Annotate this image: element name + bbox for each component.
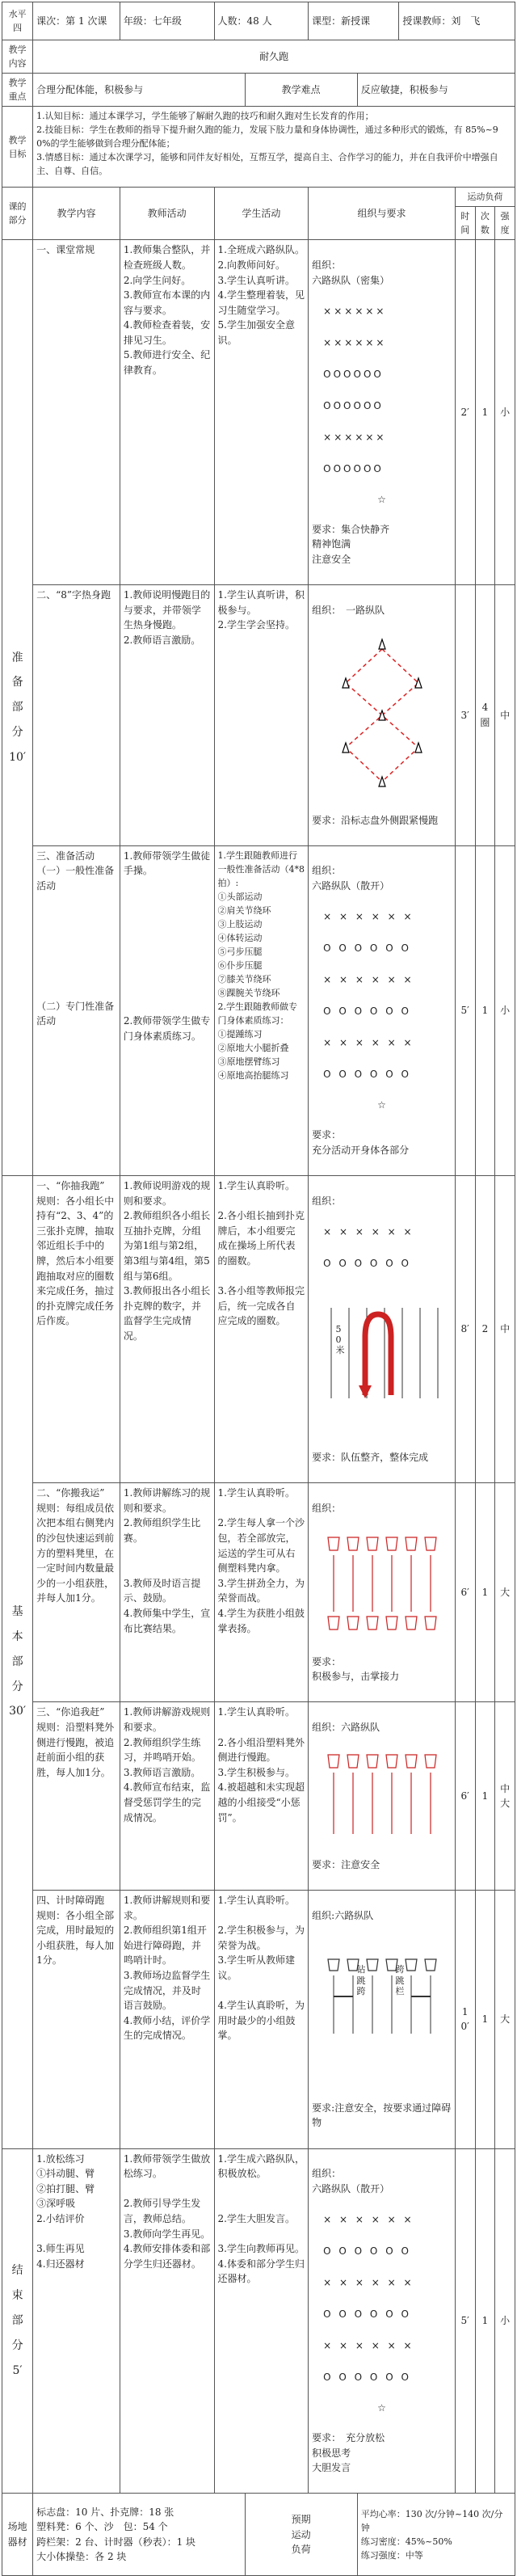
row-time: 5′ — [455, 2148, 475, 2494]
teacher-name: 授课教师：刘 飞 — [399, 2, 515, 40]
part-prep: 准 备 部 分 10′ — [2, 240, 33, 1176]
teacher-star-icon: ☆ — [377, 2401, 386, 2414]
formation-line: × × × × × × — [323, 974, 414, 986]
row-intensity: 中 — [495, 1175, 515, 1482]
org-requirement: 要求： 充分放松 积极思考 大胆发言 — [312, 2432, 385, 2474]
row-times: 4圈 — [475, 585, 495, 846]
row-student: 1.全班成六路纵队。 2.向教师问好。 3.学生认真听讲。 4.学生整理着装，见习生随堂学习。 5.学生加强安全意识。 — [214, 240, 309, 585]
org-title: 组织:六路纵队 — [312, 1909, 374, 1921]
column-header-row-1 — [2, 188, 515, 207]
row-content: 四、计时障碍跑 规则：各小组全部完成，用时最短的小组获胜，每人加1分。 — [33, 1891, 120, 2149]
org-title: 组织： — [312, 1502, 342, 1514]
formation-line: O O O O O O — [323, 2308, 411, 2320]
row-student: 1.学生成六路纵队，积极放松。 2.学生大胆发言。 3.学生向教师再见。 4.体委和部分学生归还器材。 — [214, 2148, 309, 2494]
col-org: 组织与要求 — [309, 188, 456, 240]
org-requirement: 要求：集合快静齐 精神饱满 注意安全 — [312, 523, 390, 565]
row-content: 三、“你追我赶” 规则：沿塑料凳外侧进行慢跑，被追赶前面小组的获胜，每人加1分。 — [33, 1702, 120, 1891]
row-teacher: 1.教师带领学生做徒手操。 2.教师带领学生做专门身体素质练习。 — [120, 845, 214, 1175]
row-time: 6′ — [455, 1483, 475, 1702]
formation-line: ×××××× — [323, 431, 387, 443]
row-intensity: 中 大 — [495, 1702, 515, 1891]
load-text: 平均心率：130 次/分钟~140 次/分钟 练习密度：45%~50% 练习强度：中等 — [357, 2494, 515, 2576]
col-intensity: 强度 — [495, 207, 515, 240]
lesson-type: 课型：新授课 — [309, 2, 399, 40]
row-time: 5′ — [455, 845, 475, 1175]
level-label: 水平四 — [2, 2, 33, 40]
obstacle-course-diagram — [322, 1956, 443, 2037]
table-row — [2, 1702, 515, 1891]
content-row — [2, 40, 515, 74]
part-main: 基 本 部 分 30′ — [2, 1175, 33, 2148]
row-student: 1.学生跟随教师进行一般性准备活动（4*8拍）: ①头部运动 ②肩关节绕环 ③上肢运动 ④体转运动 ⑤弓步压腿 ⑥仆步压腿 ⑦膝关节绕环 ⑧踝腕关节绕环 2.学生跟随教师做专门身体素质练习： ①提踵练习 ②原地大小腿折叠 ③原地摆臂练习 ④原地高抬腿练习 — [214, 845, 309, 1175]
org-title: 组织： 一路纵队 — [312, 604, 385, 616]
row-intensity: 中 — [495, 585, 515, 846]
org-requirement: 要求:注意安全，按要求通过障碍物 — [312, 2102, 452, 2129]
footer-row — [2, 2494, 515, 2576]
row-student: 1.学生认真聆听。 2.学生每人拿一个沙包，若全部放完，运送的学生可从右侧塑料凳内拿。 3.学生拼劲全力，为荣誉而战。 4.学生为获胜小组鼓掌表扬。 — [214, 1483, 309, 1702]
table-row — [2, 1891, 515, 2149]
col-load: 运动负荷 — [455, 188, 515, 207]
row-times: 2 — [475, 1175, 495, 1482]
row-organization — [309, 2148, 456, 2494]
row-student: 1.学生认真听讲，积极参与。 2.学生学会坚持。 — [214, 585, 309, 846]
row-times: 1 — [475, 845, 495, 1175]
formation-line: O O O O O O — [323, 2371, 411, 2383]
formation-line: × × × × × × — [323, 2276, 414, 2288]
student-count: 人数：48 人 — [214, 2, 309, 40]
org-requirement: 要求： 积极参与，击掌接力 — [312, 1655, 400, 1683]
table-row — [2, 585, 515, 846]
col-part: 课的部分 — [2, 188, 33, 240]
row-content: 一、“你抽我跑” 规则：各小组长中持有“2、3、4”的三张扑克牌，抽取邻近组长手中的牌，然后本小组要跑抽取对应的圈数来完成任务，抽过的扑克牌完成任务后作废。 — [33, 1175, 120, 1482]
lesson-plan-table — [2, 2, 515, 2576]
content-label: 教学内容 — [2, 40, 33, 74]
row-organization — [309, 1891, 456, 2149]
row-content: 1.放松练习 ①抖动腿、臂 ②拍打腿、臂 ③深呼吸 2.小结评价 3.师生再见 4.归还器材 — [33, 2148, 120, 2494]
row-time: 2′ — [455, 240, 475, 585]
formation-line: × × × × × × — [323, 911, 414, 923]
lesson-number: 课次：第 1 次课 — [33, 2, 120, 40]
row-teacher: 1.教师说明游戏的规则和要求。 2.教师组织各小组长互抽扑克牌，分组为第1组与第2组，第3组与第4组，第5组与第6组。 3.教师报出各小组长扑克牌的数字，并监督学生完成情况。 — [120, 1175, 214, 1482]
distance-label: 50米 — [335, 1323, 345, 1356]
col-student: 学生活动 — [214, 188, 309, 240]
figure-eight-route-diagram — [322, 635, 443, 796]
row-intensity: 大 — [495, 1891, 515, 2149]
row-student: 1.学生认真聆听。 2.各小组长抽到扑克牌后，本小组要完成在操场上所代表的圈数。 3.各小组等教师报完后，统一完成各自应完成的圈数。 — [214, 1175, 309, 1482]
table-row — [2, 2148, 515, 2494]
row-teacher: 1.教师讲解游戏规则和要求。 2.教师组织学生练习，并鸣哨开始。 3.教师语言激励。 4.教师宣布结束，监督受惩罚学生的完成情况。 — [120, 1702, 214, 1891]
col-times: 次数 — [475, 207, 495, 240]
org-requirement: 要求： 充分活动开身体各部分 — [312, 1129, 410, 1156]
row-time: 6′ — [455, 1702, 475, 1891]
formation-line: O O O O O O — [323, 1006, 411, 1018]
formation-line: × × × × × × — [323, 1037, 414, 1049]
col-teacher: 教师活动 — [120, 188, 214, 240]
difficulty-label: 教学难点 — [245, 74, 357, 107]
key-points-label: 教学重点 — [2, 74, 33, 107]
obstacle-label-right: 跨跳栏 — [395, 1963, 405, 1997]
formation-line: O O O O O O — [323, 942, 411, 955]
objectives-row — [2, 107, 515, 188]
org-requirement: 要求：队伍整齐，整体完成 — [312, 1452, 429, 1464]
row-times: 1 — [475, 240, 495, 585]
relay-carry-diagram — [322, 1533, 443, 1638]
row-organization — [309, 1175, 456, 1482]
row-teacher: 1.教师说明慢跑目的与要求，并带领学生热身慢跑。 2.教师语言激励。 — [120, 585, 214, 846]
formation-line: × × × × × × — [323, 1225, 414, 1237]
row-time: 3′ — [455, 585, 475, 846]
row-time: 8′ — [455, 1175, 475, 1482]
org-title: 组织： 六路纵队（密集） — [312, 259, 390, 286]
load-label: 预期 运动 负荷 — [245, 2494, 357, 2576]
org-requirement: 要求：沿标志盘外侧跟紧慢跑 — [312, 814, 439, 826]
table-row — [2, 845, 515, 1175]
org-title: 组织： — [312, 1195, 342, 1207]
grade: 年级：七年级 — [120, 2, 214, 40]
row-intensity: 小 — [495, 240, 515, 585]
teacher-star-icon: ☆ — [377, 493, 386, 505]
table-row — [2, 1175, 515, 1482]
row-organization — [309, 240, 456, 585]
formation-line: OOOOOO — [323, 462, 384, 474]
obstacle-label-left: 钻跳跨 — [356, 1963, 366, 1997]
row-times: 1 — [475, 1702, 495, 1891]
row-times: 1 — [475, 2148, 495, 2494]
key-points-row — [2, 74, 515, 107]
row-teacher: 1.教师讲解练习的规则和要求。 2.教师组织学生比赛。 3.教师及时语言提示、鼓励。 4.教师集中学生，宣布比赛结果。 — [120, 1483, 214, 1702]
row-teacher: 1.教师带领学生做放松练习。 2.教师引导学生发言，教师总结。 3.教师向学生再见。 4.教师安排体委和部分学生归还器材。 — [120, 2148, 214, 2494]
header-row — [2, 2, 515, 40]
formation-line: ×××××× — [323, 336, 387, 348]
row-content: 一、课堂常规 — [33, 240, 120, 585]
row-content: 三、准备活动 （一）一般性准备活动 （二）专门性准备活动 — [33, 845, 120, 1175]
row-content: 二、“你搬我运” 规则：每组成员依次把本组右侧凳内的沙包快速运到前方的塑料凳里，在一定时间内数量最少的一小组获胜，并每人加1分。 — [33, 1483, 120, 1702]
org-requirement: 要求：注意安全 — [312, 1858, 380, 1870]
formation-line: OOOOOO — [323, 399, 384, 411]
teacher-star-icon: ☆ — [377, 1099, 386, 1111]
formation-line: O O O O O O — [323, 1069, 411, 1081]
table-row — [2, 240, 515, 585]
col-content: 教学内容 — [33, 188, 120, 240]
chase-run-diagram — [322, 1752, 443, 1840]
row-organization — [309, 585, 456, 846]
formation-line: O O O O O O — [323, 2245, 411, 2257]
row-intensity: 小 — [495, 2148, 515, 2494]
table-row — [2, 1483, 515, 1702]
key-points-value: 合理分配体能，积极参与 — [33, 74, 246, 107]
row-intensity: 大 — [495, 1483, 515, 1702]
content-value: 耐久跑 — [33, 40, 515, 74]
org-title: 组织：六路纵队 — [312, 1722, 380, 1734]
row-organization — [309, 1702, 456, 1891]
difficulty-value: 反应敏捷，积极参与 — [357, 74, 515, 107]
formation-line: ×××××× — [323, 305, 387, 317]
org-title: 组织： 六路纵队（散开） — [312, 2168, 390, 2194]
row-teacher: 1.教师集合整队，并检查班级人数。 2.向学生问好。 3.教师宣布本课的内容与要求。 4.教师检查着装，安排见习生。 5.教师进行安全、纪律教育。 — [120, 240, 214, 585]
objectives-text: 1.认知目标：通过本课学习，学生能够了解耐久跑的技巧和耐久跑对生长发育的作用； 2.技能目标：学生在教师的指导下提升耐久跑的能力，发展下肢力量和身体协调性，通过多种形式的锻炼，有 85%~90%的学生能够做到合理分配体能； 3.情感目标：通过本次课学习，能够和同伴友好相处，互帮互学，提高自主、合作学习的能力，并在自我评价中增强自主、自尊、自信。 — [33, 107, 515, 188]
part-end: 结 束 部 分 5′ — [2, 2148, 33, 2494]
row-time: 10′ — [455, 1891, 475, 2149]
venue-text: 标志盘：10 片、扑克牌：18 张 塑料凳：6 个、沙 包：54 个 跨栏架：2 台、计时器（秒表）：1 块 大小体操垫：各 2 块 — [33, 2494, 246, 2576]
row-teacher: 1.教师讲解规则和要求。 2.教师组织第1组开始进行障碍跑，并鸣哨计时。 3.教师场边监督学生完成情况，并及时语言鼓励。 4.教师小结，评价学生的完成情况。 — [120, 1891, 214, 2149]
col-time: 时间 — [455, 207, 475, 240]
venue-label: 场地 器材 — [2, 2494, 33, 2576]
formation-line: × × × × × × — [323, 2339, 414, 2351]
row-student: 1.学生认真聆听。 2.各小组沿塑料凳外侧进行慢跑。 3.学生积极参与。 4.被超越和未实现超越的小组接受“小惩罚”。 — [214, 1702, 309, 1891]
row-times: 1 — [475, 1891, 495, 2149]
formation-line: O O O O O O — [323, 1257, 411, 1269]
formation-line: OOOOOO — [323, 368, 384, 380]
row-content: 二、“8”字热身跑 — [33, 585, 120, 846]
row-intensity: 小 — [495, 845, 515, 1175]
row-student: 1.学生认真聆听。 2.学生积极参与，为荣誉为战。 3.学生听从教师建议。 4.学生认真聆听，为用时最少的小组鼓掌。 — [214, 1891, 309, 2149]
objectives-label: 教学目标 — [2, 107, 33, 188]
row-organization — [309, 1483, 456, 1702]
row-times: 1 — [475, 1483, 495, 1702]
org-title: 组织： 六路纵队（散开） — [312, 865, 390, 892]
formation-line: × × × × × × — [323, 2213, 414, 2225]
row-organization — [309, 845, 456, 1175]
